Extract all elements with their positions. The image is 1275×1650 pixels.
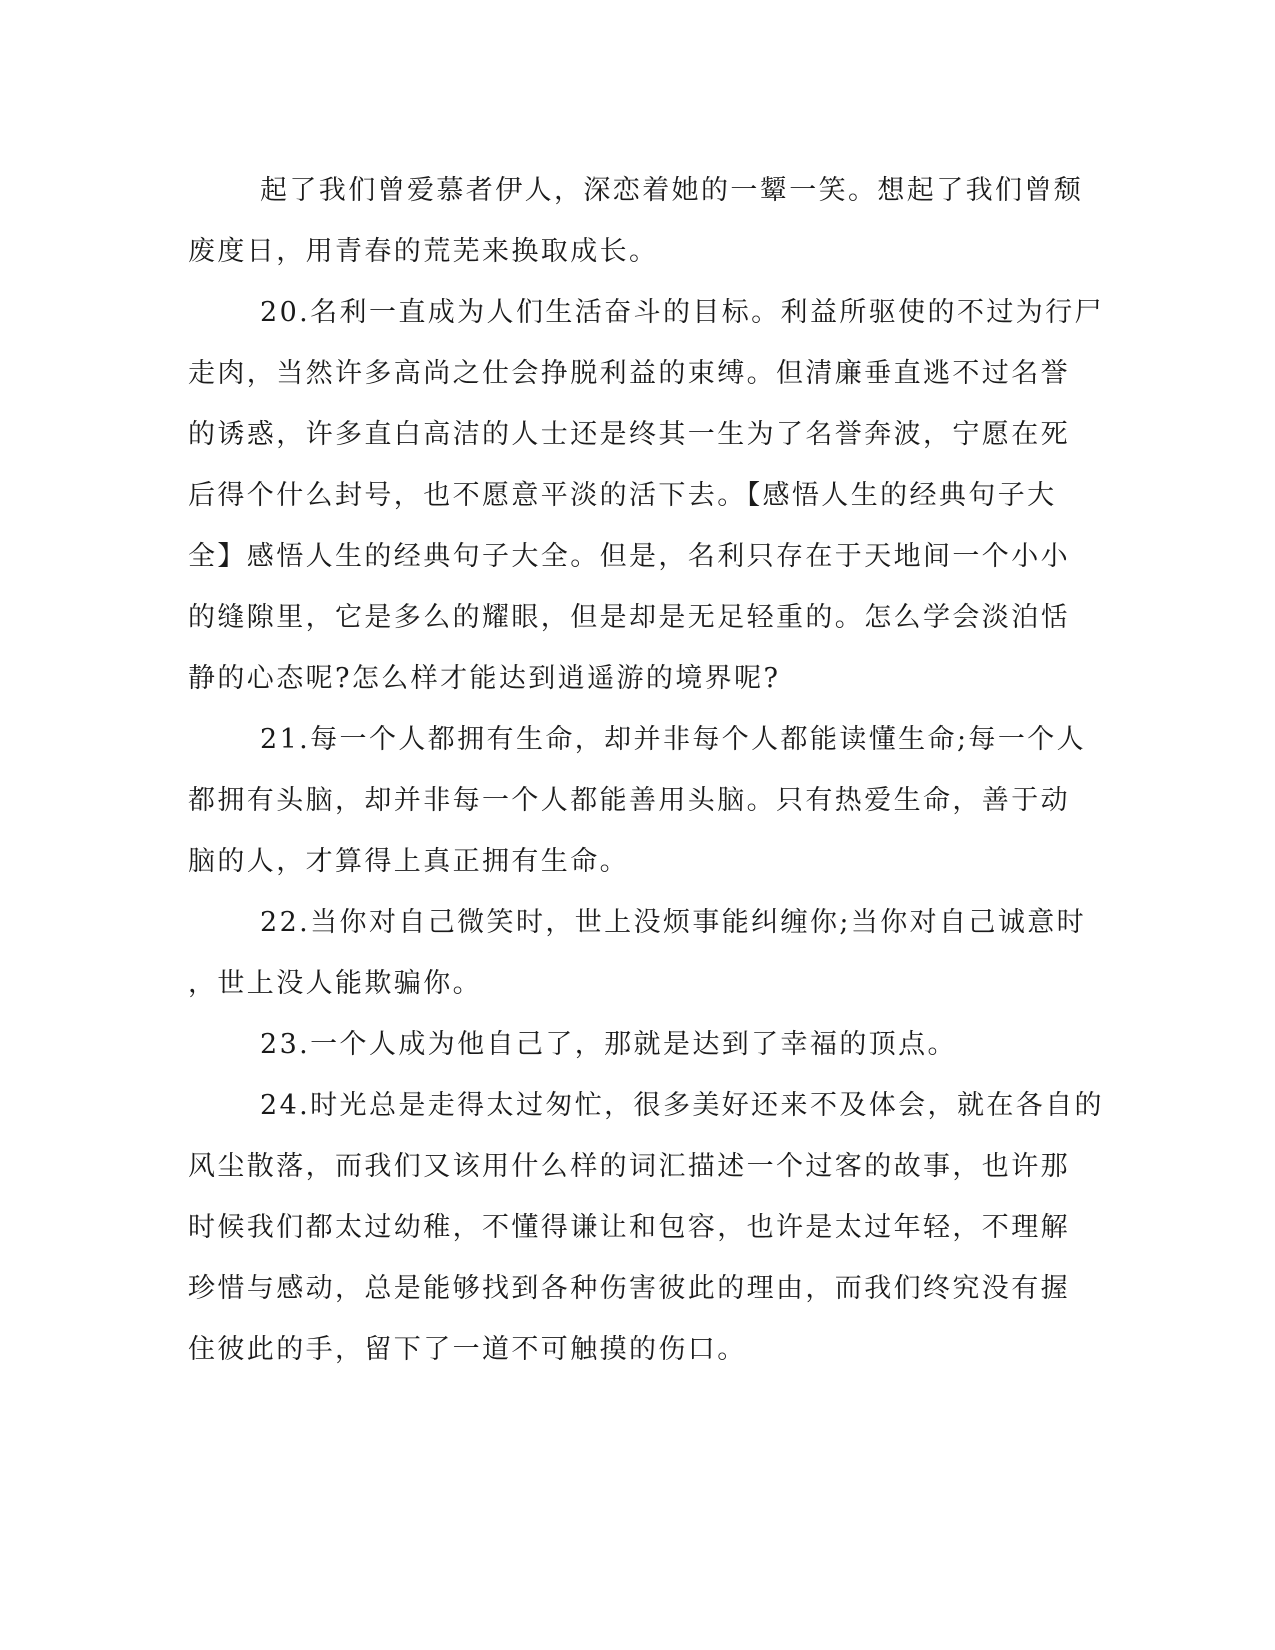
- text-line: [188, 404, 1088, 465]
- text-line: [188, 892, 1088, 953]
- text-line: [188, 1136, 1088, 1197]
- line-text: 21.每一个人都拥有生命，却并非每个人都能读懂生命;每一个人: [260, 724, 1087, 755]
- document-body: [188, 160, 1104, 1380]
- line-text: 时候我们都太过幼稚，不懂得谦让和包容，也许是太过年轻，不理解: [188, 1212, 1070, 1243]
- text-line: [188, 1319, 1088, 1380]
- line-text: 后得个什么封号，也不愿意平淡的活下去。【感悟人生的经典句子大: [188, 480, 1057, 511]
- line-text: 珍惜与感动，总是能够找到各种伤害彼此的理由，而我们终究没有握: [188, 1273, 1070, 1304]
- line-text: 风尘散落，而我们又该用什么样的词汇描述一个过客的故事，也许那: [188, 1151, 1070, 1182]
- text-line: [188, 1258, 1088, 1319]
- line-text: 走肉，当然许多高尚之仕会挣脱利益的束缚。但清廉垂直逃不过名誉: [188, 358, 1070, 389]
- text-line: [188, 282, 1104, 343]
- line-text: 废度日，用青春的荒芜来换取成长。: [188, 236, 659, 267]
- text-line: [188, 648, 1088, 709]
- text-line: [188, 526, 1088, 587]
- line-text: 脑的人，才算得上真正拥有生命。: [188, 846, 629, 877]
- text-line: [188, 587, 1088, 648]
- line-text: 23.一个人成为他自己了，那就是达到了幸福的顶点。: [260, 1029, 957, 1060]
- line-text: 起了我们曾爱慕者伊人，深恋着她的一颦一笑。想起了我们曾颓: [260, 175, 1084, 206]
- text-line: [188, 465, 1088, 526]
- line-text: ，世上没人能欺骗你。: [188, 968, 482, 999]
- text-line: [188, 1075, 1104, 1136]
- text-line: [188, 709, 1088, 770]
- text-line: [188, 1014, 1088, 1075]
- text-line: [188, 1197, 1088, 1258]
- text-line: [188, 770, 1088, 831]
- text-line: [188, 343, 1088, 404]
- text-line: [188, 221, 1088, 282]
- line-text: 24.时光总是走得太过匆忙，很多美好还来不及体会，就在各自的: [260, 1090, 1104, 1121]
- line-text: 全】感悟人生的经典句子大全。但是，名利只存在于天地间一个小小: [188, 541, 1070, 572]
- line-text: 静的心态呢?怎么样才能达到逍遥游的境界呢?: [188, 663, 781, 694]
- line-text: 22.当你对自己微笑时，世上没烦事能纠缠你;当你对自己诚意时: [260, 907, 1087, 938]
- line-text: 的缝隙里，它是多么的耀眼，但是却是无足轻重的。怎么学会淡泊恬: [188, 602, 1070, 633]
- line-text: 住彼此的手，留下了一道不可触摸的伤口。: [188, 1334, 747, 1365]
- line-text: 的诱惑，许多直白高洁的人士还是终其一生为了名誉奔波，宁愿在死: [188, 419, 1070, 450]
- text-line: [188, 953, 1088, 1014]
- line-text: 都拥有头脑，却并非每一个人都能善用头脑。只有热爱生命，善于动: [188, 785, 1070, 816]
- line-text: 20.名利一直成为人们生活奋斗的目标。利益所驱使的不过为行尸: [260, 297, 1104, 328]
- text-line: [188, 831, 1088, 892]
- text-line: [188, 160, 1088, 221]
